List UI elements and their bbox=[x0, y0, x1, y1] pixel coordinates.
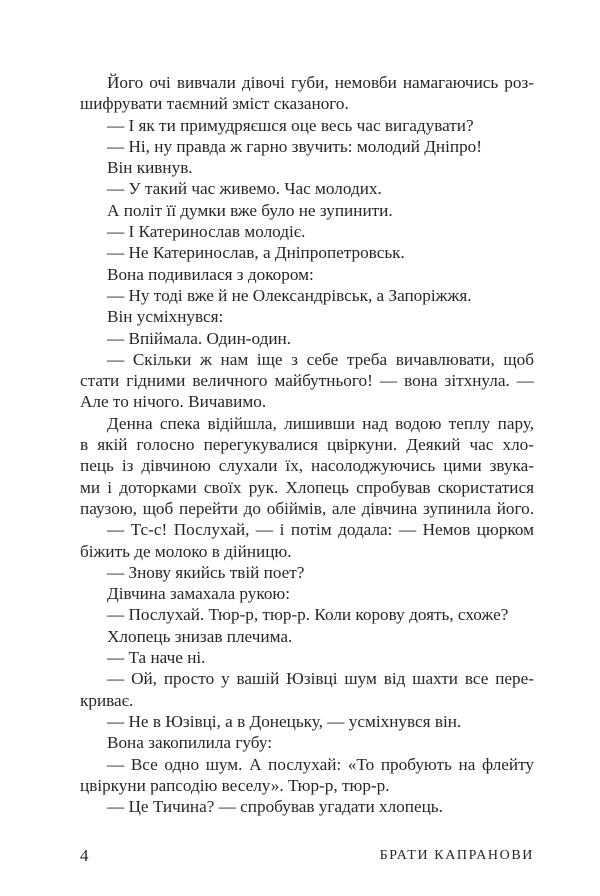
text-line: в якій голосно перегукувалися цвіркуни. Деякий час хло- bbox=[80, 435, 534, 455]
text-line: — І як ти примудряєшся оце весь час вигадувати? bbox=[107, 115, 474, 135]
text-line: — Ой, просто у вашій Юзівці шум від шахти все пере- bbox=[107, 669, 534, 689]
text-line: стати гідними величного майбутнього! — вона зітхнула. — bbox=[80, 371, 534, 391]
text-line: Вона подивилася з докором: bbox=[107, 264, 314, 284]
text-line: шифрувати таємний зміст сказаного. bbox=[80, 94, 349, 114]
text-line: — Не Катеринослав, а Дніпропетровськ. bbox=[107, 243, 405, 263]
text-line: — Тс-с! Послухай, — і потім додала: — Немов цюрком bbox=[107, 520, 534, 540]
text-line: Дівчина замахала рукою: bbox=[107, 584, 291, 604]
text-line: — Впіймала. Один-один. bbox=[107, 328, 292, 348]
text-line: — У такий час живемо. Час молодих. bbox=[107, 179, 382, 199]
text-line: біжить де молоко в дійницю. bbox=[80, 541, 292, 561]
text-line: — Все одно шум. А послухай: «То пробують на флейту bbox=[107, 754, 534, 774]
text-line: — Це Тичина? — спробував угадати хлопець. bbox=[107, 797, 443, 817]
text-line: Хлопець знизав плечима. bbox=[107, 626, 293, 646]
text-line: пець із дівчиною слухали їх, насолоджуючись цими звука- bbox=[80, 456, 534, 476]
text-line: — Ну тоді вже й не Олександрівськ, а Запоріжжя. bbox=[107, 285, 472, 305]
text-line: Він усміхнувся: bbox=[107, 307, 224, 327]
text-line: — Ні, ну правда ж гарно звучить: молодий Дніпро! bbox=[107, 136, 483, 156]
text-line: Його очі вивчали дівочі губи, немовби намагаючись роз- bbox=[107, 73, 534, 92]
text-line: — Скільки ж нам іще з себе треба вичавлювати, щоб bbox=[107, 349, 534, 369]
text-line: Денна спека відійшла, лишивши над водою теплу пару, bbox=[107, 413, 534, 433]
text-line: — Знову якийсь твій поет? bbox=[107, 562, 305, 582]
text-line: А політ її думки вже було не зупинити. bbox=[107, 200, 393, 220]
text-line: паузою, щоб перейти до обіймів, але дівчина зупинила його. bbox=[80, 498, 534, 518]
running-author: БРАТИ КАПРАНОВИ bbox=[379, 848, 534, 863]
page-text bbox=[80, 72, 534, 817]
text-line: Він кивнув. bbox=[107, 158, 193, 178]
text-line: ми і доторками своїх рук. Хлопець спробував скористатися bbox=[80, 477, 534, 497]
text-line: Вона закопилила губу: bbox=[107, 733, 272, 753]
page-number: 4 bbox=[80, 846, 89, 865]
text-line: цвіркуни рапсодію веселу». Тюр-р, тюр-р. bbox=[80, 775, 390, 795]
text-line: — Та наче ні. bbox=[107, 648, 206, 668]
text-line: — Послухай. Тюр-р, тюр-р. Коли корову доять, схоже? bbox=[107, 605, 509, 625]
text-line: — І Катеринослав молодіє. bbox=[107, 222, 306, 242]
text-line: Але то нічого. Вичавимо. bbox=[80, 392, 267, 412]
text-line: криває. bbox=[80, 690, 134, 710]
text-line: — Не в Юзівці, а в Донецьку, — усміхнувся він. bbox=[107, 711, 462, 731]
